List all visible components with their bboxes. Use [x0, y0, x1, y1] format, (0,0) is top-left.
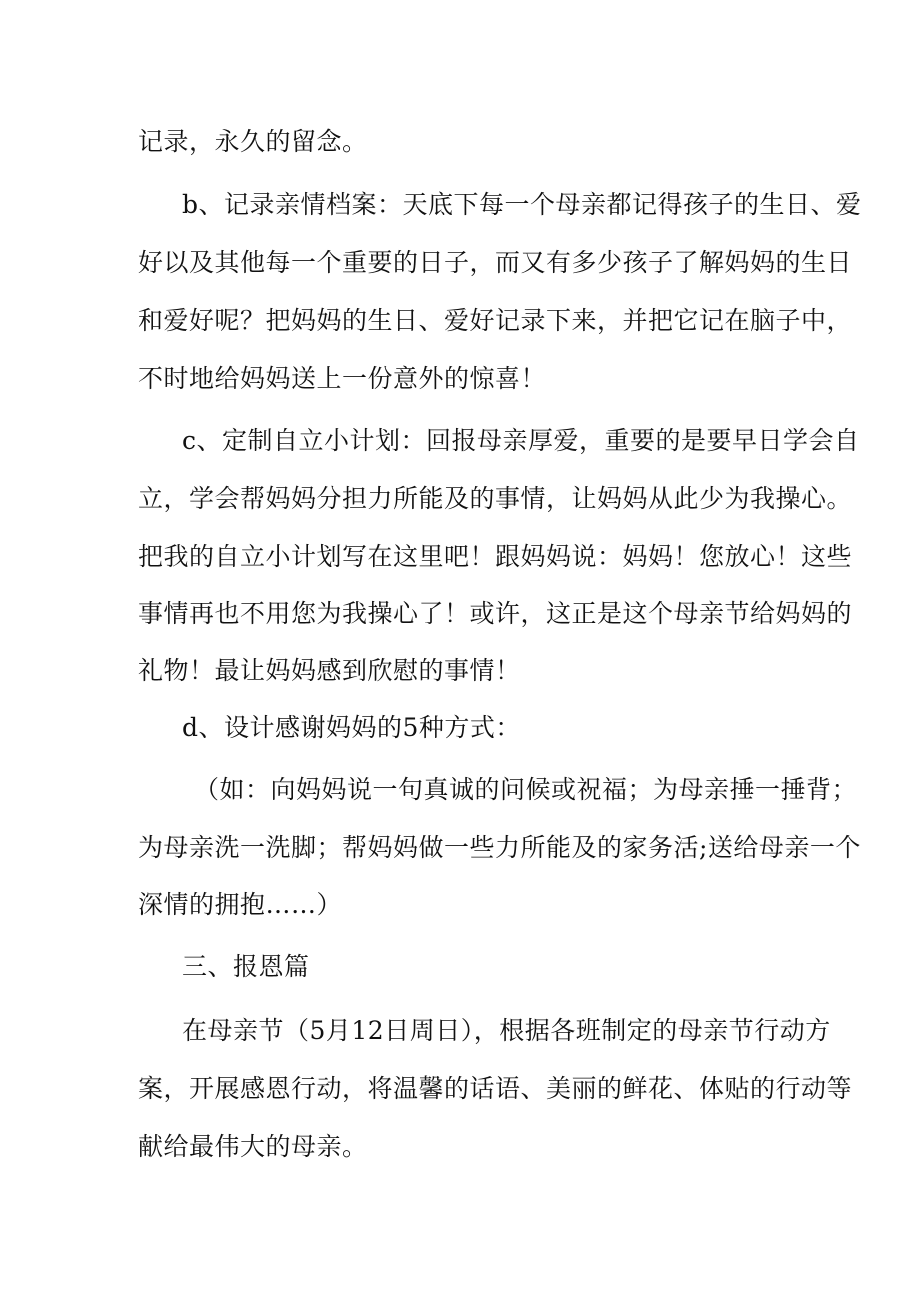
text-line-18: 献给最伟大的母亲。 — [138, 1132, 368, 1161]
text-line-14: 深情的拥抱……） — [138, 890, 343, 919]
text-line-17: 案，开展感恩行动，将温馨的话语、美丽的鲜花、体贴的行动等 — [138, 1074, 853, 1103]
text-line-10: 礼物！最让妈妈感到欣慰的事情！ — [138, 656, 521, 685]
text-line-13: 为母亲洗一洗脚；帮妈妈做一些力所能及的家务活;送给母亲一个 — [138, 833, 861, 862]
text-line-4: 和爱好呢？把妈妈的生日、爱好记录下来，并把它记在脑子中， — [138, 306, 853, 335]
text-line-6: c、定制自立小计划：回报母亲厚爱，重要的是要早日学会自 — [182, 426, 860, 455]
text-line-3: 好以及其他每一个重要的日子，而又有多少孩子了解妈妈的生日 — [138, 248, 853, 277]
text-line-5: 不时地给妈妈送上一份意外的惊喜！ — [138, 364, 547, 393]
text-line-11: d、设计感谢妈妈的5种方式： — [182, 713, 521, 742]
section-heading: 三、报恩篇 — [182, 952, 310, 981]
text-line-7: 立，学会帮妈妈分担力所能及的事情，让妈妈从此少为我操心。 — [138, 484, 853, 513]
text-line-16: 在母亲节（5月12日周日），根据各班制定的母亲节行动方 — [182, 1016, 831, 1045]
text-line-2: b、记录亲情档案：天底下每一个母亲都记得孩子的生日、爱 — [182, 190, 862, 219]
text-line-12: （如：向妈妈说一句真诚的问候或祝福；为母亲捶一捶背； — [194, 775, 858, 804]
text-line-1: 记录，永久的留念。 — [138, 127, 368, 156]
text-line-9: 事情再也不用您为我操心了！或许，这正是这个母亲节给妈妈的 — [138, 599, 853, 628]
text-line-8: 把我的自立小计划写在这里吧！跟妈妈说：妈妈！您放心！这些 — [138, 542, 853, 571]
